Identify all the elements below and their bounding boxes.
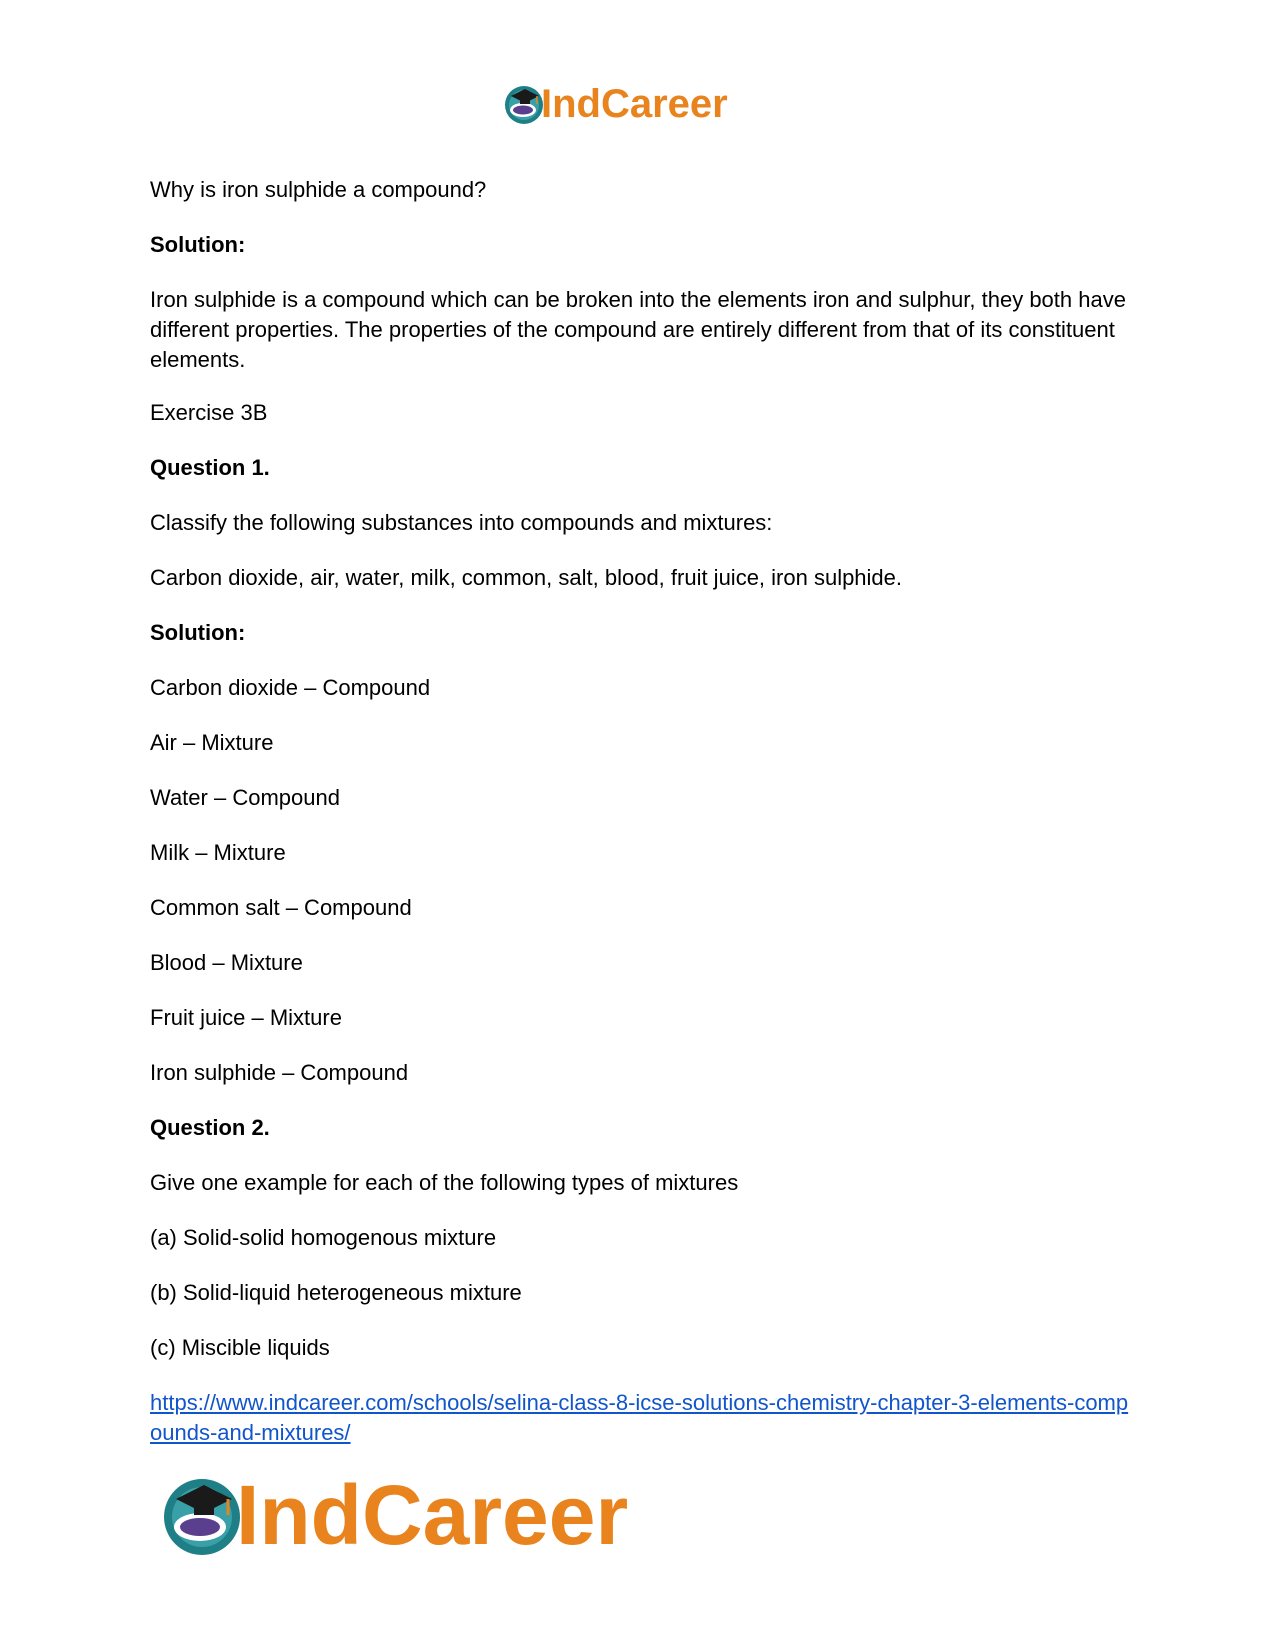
question-part: (c) Miscible liquids: [150, 1335, 330, 1360]
question-text: Give one example for each of the following types of mixtures: [150, 1170, 739, 1195]
question-text: Why is iron sulphide a compound?: [150, 177, 487, 202]
answer-item: Iron sulphide – Compound: [150, 1060, 409, 1085]
logo-wordmark: IndCareer: [541, 82, 728, 126]
question-substance-list: Carbon dioxide, air, water, milk, common, salt, blood, fruit juice, iron sulphide.: [150, 565, 903, 590]
exercise-heading: Exercise 3B: [150, 400, 268, 425]
question-label: Question 2.: [150, 1115, 270, 1140]
answer-item: Air – Mixture: [150, 730, 274, 755]
graduation-cap-globe-icon: [503, 83, 545, 125]
solution-label: Solution:: [150, 620, 246, 645]
answer-item: Blood – Mixture: [150, 950, 303, 975]
footer-logo: [160, 1465, 628, 1565]
answer-item: Carbon dioxide – Compound: [150, 675, 431, 700]
solution-label: Solution:: [150, 232, 246, 257]
answer-item: Milk – Mixture: [150, 840, 286, 865]
logo-wordmark: IndCareer: [236, 1468, 629, 1562]
header-logo: [503, 80, 728, 128]
graduation-cap-globe-icon: [160, 1473, 244, 1557]
source-link[interactable]: https://www.indcareer.com/schools/selina-class-8-icse-solutions-chemistry-chapter-3-elements-compounds-and-mixtures/: [150, 1390, 1129, 1445]
solution-text: Iron sulphide is a compound which can be broken into the elements iron and sulphur, they both have different properties. The properties of the compound are entirely different from that of its constituent elements.: [150, 287, 1126, 372]
question-label: Question 1.: [150, 455, 270, 480]
question-text: Classify the following substances into compounds and mixtures:: [150, 510, 773, 535]
answer-item: Fruit juice – Mixture: [150, 1005, 342, 1030]
answer-item: Common salt – Compound: [150, 895, 412, 920]
question-part: (a) Solid-solid homogenous mixture: [150, 1225, 497, 1250]
question-part: (b) Solid-liquid heterogeneous mixture: [150, 1280, 522, 1305]
answer-item: Water – Compound: [150, 785, 340, 810]
document-body: [150, 175, 1130, 1448]
